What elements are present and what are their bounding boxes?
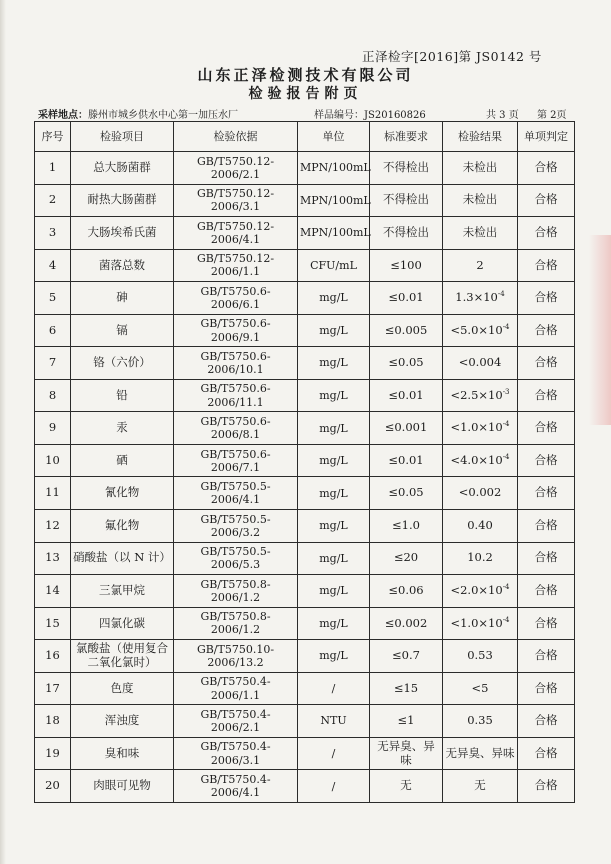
cell-method: GB/T5750.6-2006/11.1: [174, 379, 298, 412]
cell-unit: mg/L: [298, 510, 370, 543]
cell-item: 总大肠菌群: [71, 152, 174, 185]
cell-judgement: 合格: [518, 347, 575, 380]
cell-judgement: 合格: [518, 217, 575, 250]
cell-result: 10.2: [443, 542, 518, 575]
cell-result: 0.53: [443, 640, 518, 673]
result-exponent: -4: [497, 290, 505, 299]
cell-item: 硝酸盐（以 N 计）: [71, 542, 174, 575]
result-base: <1.0×10: [450, 420, 503, 435]
cell-method: GB/T5750.8-2006/1.2: [174, 575, 298, 608]
cell-unit: MPN/100mL: [298, 152, 370, 185]
cell-unit: /: [298, 737, 370, 770]
cell-unit: MPN/100mL: [298, 184, 370, 217]
cell-requirement: ≤1.0: [370, 510, 443, 543]
cell-result: [443, 314, 518, 347]
cell-result: 无: [443, 770, 518, 803]
cell-no: 4: [35, 249, 71, 282]
cell-judgement: 合格: [518, 510, 575, 543]
cell-no: 6: [35, 314, 71, 347]
cell-method: GB/T5750.8-2006/1.2: [174, 607, 298, 640]
cell-item: 臭和味: [71, 737, 174, 770]
cell-item: 色度: [71, 672, 174, 705]
cell-judgement: 合格: [518, 152, 575, 185]
cell-judgement: 合格: [518, 770, 575, 803]
cell-item: 浑浊度: [71, 705, 174, 738]
cell-judgement: 合格: [518, 640, 575, 673]
cell-result: [443, 444, 518, 477]
cell-method: GB/T5750.10-2006/13.2: [174, 640, 298, 673]
table-row: [35, 737, 575, 770]
cell-no: 15: [35, 607, 71, 640]
cell-judgement: 合格: [518, 412, 575, 445]
cell-unit: mg/L: [298, 347, 370, 380]
cell-result: 0.35: [443, 705, 518, 738]
table-row: [35, 282, 575, 315]
cell-requirement: 不得检出: [370, 152, 443, 185]
cell-requirement: ≤15: [370, 672, 443, 705]
page-edge: [0, 0, 6, 864]
table-row: [35, 640, 575, 673]
cell-no: 8: [35, 379, 71, 412]
cell-requirement: ≤100: [370, 249, 443, 282]
cell-no: 19: [35, 737, 71, 770]
table-row: [35, 607, 575, 640]
cell-judgement: 合格: [518, 575, 575, 608]
cell-unit: mg/L: [298, 542, 370, 575]
cell-no: 12: [35, 510, 71, 543]
cell-no: 10: [35, 444, 71, 477]
result-base: <1.0×10: [450, 615, 503, 630]
cell-method: GB/T5750.5-2006/3.2: [174, 510, 298, 543]
table-row: [35, 217, 575, 250]
table-row: [35, 575, 575, 608]
result-exponent: -4: [502, 322, 510, 331]
cell-method: GB/T5750.6-2006/10.1: [174, 347, 298, 380]
cell-unit: CFU/mL: [298, 249, 370, 282]
result-base: 1.3×10: [455, 290, 498, 305]
cell-unit: /: [298, 770, 370, 803]
table-row: [35, 152, 575, 185]
cell-result: 0.40: [443, 510, 518, 543]
table-row: [35, 444, 575, 477]
result-base: <2.5×10: [450, 387, 503, 402]
cell-unit: mg/L: [298, 412, 370, 445]
report-number: 正泽检字[2016]第 JS0142 号: [362, 49, 542, 64]
cell-result: [443, 282, 518, 315]
cell-no: 9: [35, 412, 71, 445]
cell-item: 三氯甲烷: [71, 575, 174, 608]
cell-unit: mg/L: [298, 607, 370, 640]
cell-judgement: 合格: [518, 705, 575, 738]
sampling-site: [38, 106, 238, 121]
cell-result: 无异臭、异味: [443, 737, 518, 770]
cell-item: 砷: [71, 282, 174, 315]
cell-method: GB/T5750.5-2006/4.1: [174, 477, 298, 510]
table-row: [35, 412, 575, 445]
cell-result: <5: [443, 672, 518, 705]
cell-no: 14: [35, 575, 71, 608]
cell-method: GB/T5750.6-2006/8.1: [174, 412, 298, 445]
cell-requirement: ≤0.01: [370, 282, 443, 315]
header-result: 检验结果: [443, 122, 518, 152]
cell-unit: /: [298, 672, 370, 705]
result-exponent: -4: [502, 615, 510, 624]
cell-item: 氰化物: [71, 477, 174, 510]
table-row: [35, 379, 575, 412]
cell-method: GB/T5750.6-2006/7.1: [174, 444, 298, 477]
cell-method: GB/T5750.4-2006/4.1: [174, 770, 298, 803]
cell-judgement: 合格: [518, 282, 575, 315]
cell-item: 硒: [71, 444, 174, 477]
table-header-row: [35, 122, 575, 152]
cell-method: GB/T5750.5-2006/5.3: [174, 542, 298, 575]
cell-result: 未检出: [443, 184, 518, 217]
table-row: [35, 542, 575, 575]
cell-requirement: ≤0.005: [370, 314, 443, 347]
cell-result: [443, 412, 518, 445]
cell-no: 2: [35, 184, 71, 217]
cell-unit: mg/L: [298, 282, 370, 315]
cell-judgement: 合格: [518, 737, 575, 770]
cell-item: 菌落总数: [71, 249, 174, 282]
cell-judgement: 合格: [518, 444, 575, 477]
cell-requirement: ≤0.001: [370, 412, 443, 445]
cell-requirement: ≤0.05: [370, 347, 443, 380]
cell-no: 16: [35, 640, 71, 673]
cell-item: 大肠埃希氏菌: [71, 217, 174, 250]
table-row: [35, 510, 575, 543]
result-exponent: -3: [502, 387, 510, 396]
cell-method: GB/T5750.4-2006/2.1: [174, 705, 298, 738]
cell-no: 13: [35, 542, 71, 575]
cell-result: 2: [443, 249, 518, 282]
cell-result: [443, 575, 518, 608]
cell-method: GB/T5750.6-2006/9.1: [174, 314, 298, 347]
cell-unit: MPN/100mL: [298, 217, 370, 250]
cell-requirement: 不得检出: [370, 184, 443, 217]
cell-unit: mg/L: [298, 477, 370, 510]
cell-result: <0.002: [443, 477, 518, 510]
result-base: <5.0×10: [450, 322, 503, 337]
cell-judgement: 合格: [518, 542, 575, 575]
sampling-site-label: 采样地点：: [38, 110, 88, 121]
cell-no: 7: [35, 347, 71, 380]
page-title: 检验报告附页: [248, 86, 363, 102]
cell-method: GB/T5750.12-2006/2.1: [174, 152, 298, 185]
cell-requirement: ≤0.01: [370, 379, 443, 412]
cell-result: [443, 379, 518, 412]
cell-judgement: 合格: [518, 249, 575, 282]
sample-id: [314, 106, 426, 121]
cell-item: 铬（六价）: [71, 347, 174, 380]
cell-result: 未检出: [443, 217, 518, 250]
result-exponent: -4: [502, 452, 510, 461]
result-exponent: -4: [502, 583, 510, 592]
cell-unit: mg/L: [298, 379, 370, 412]
table-row: [35, 314, 575, 347]
cell-requirement: ≤0.01: [370, 444, 443, 477]
cell-method: GB/T5750.4-2006/1.1: [174, 672, 298, 705]
inspection-table: [34, 121, 575, 803]
cell-no: 20: [35, 770, 71, 803]
seal-stamp-fragment: [589, 235, 611, 425]
cell-item: 氯酸盐（使用复合二氧化氯时）: [71, 640, 174, 673]
cell-no: 1: [35, 152, 71, 185]
sample-id-label: 样品编号：: [314, 110, 364, 121]
header-unit: 单位: [298, 122, 370, 152]
total-pages: 共 3 页: [486, 110, 519, 121]
result-base: <4.0×10: [450, 452, 503, 467]
sampling-site-value: 滕州市城乡供水中心第一加压水厂: [88, 110, 238, 121]
cell-requirement: ≤0.06: [370, 575, 443, 608]
cell-item: 汞: [71, 412, 174, 445]
cell-unit: mg/L: [298, 444, 370, 477]
cell-unit: mg/L: [298, 640, 370, 673]
cell-item: 氟化物: [71, 510, 174, 543]
cell-judgement: 合格: [518, 607, 575, 640]
table-row: [35, 770, 575, 803]
cell-requirement: 无异臭、异味: [370, 737, 443, 770]
cell-requirement: ≤1: [370, 705, 443, 738]
table-row: [35, 347, 575, 380]
cell-item: 镉: [71, 314, 174, 347]
cell-result: <0.004: [443, 347, 518, 380]
table-row: [35, 184, 575, 217]
header-judgement: 单项判定: [518, 122, 575, 152]
cell-requirement: ≤0.05: [370, 477, 443, 510]
cell-item: 四氯化碳: [71, 607, 174, 640]
header-no: 序号: [35, 122, 71, 152]
cell-judgement: 合格: [518, 184, 575, 217]
cell-unit: mg/L: [298, 314, 370, 347]
header-requirement: 标准要求: [370, 122, 443, 152]
cell-no: 3: [35, 217, 71, 250]
cell-judgement: 合格: [518, 672, 575, 705]
cell-item: 肉眼可见物: [71, 770, 174, 803]
result-base: <2.0×10: [450, 582, 503, 597]
cell-no: 11: [35, 477, 71, 510]
cell-unit: mg/L: [298, 575, 370, 608]
table-row: [35, 672, 575, 705]
cell-no: 18: [35, 705, 71, 738]
cell-method: GB/T5750.12-2006/3.1: [174, 184, 298, 217]
header-item: 检验项目: [71, 122, 174, 152]
cell-requirement: 无: [370, 770, 443, 803]
header-method: 检验依据: [174, 122, 298, 152]
cell-no: 17: [35, 672, 71, 705]
result-exponent: -4: [502, 420, 510, 429]
cell-requirement: ≤0.002: [370, 607, 443, 640]
company-name: 山东正泽检测技术有限公司: [197, 66, 414, 84]
cell-method: GB/T5750.4-2006/3.1: [174, 737, 298, 770]
cell-method: GB/T5750.12-2006/1.1: [174, 249, 298, 282]
cell-judgement: 合格: [518, 379, 575, 412]
table-row: [35, 477, 575, 510]
cell-result: [443, 607, 518, 640]
cell-requirement: 不得检出: [370, 217, 443, 250]
page-number: 第 2页: [537, 110, 567, 121]
table-row: [35, 705, 575, 738]
cell-unit: NTU: [298, 705, 370, 738]
cell-requirement: ≤20: [370, 542, 443, 575]
cell-no: 5: [35, 282, 71, 315]
cell-item: 铅: [71, 379, 174, 412]
sample-id-value: JS20160826: [364, 110, 426, 121]
cell-method: GB/T5750.12-2006/4.1: [174, 217, 298, 250]
cell-method: GB/T5750.6-2006/6.1: [174, 282, 298, 315]
cell-item: 耐热大肠菌群: [71, 184, 174, 217]
cell-judgement: 合格: [518, 477, 575, 510]
cell-requirement: ≤0.7: [370, 640, 443, 673]
table-row: [35, 249, 575, 282]
cell-judgement: 合格: [518, 314, 575, 347]
cell-result: 未检出: [443, 152, 518, 185]
